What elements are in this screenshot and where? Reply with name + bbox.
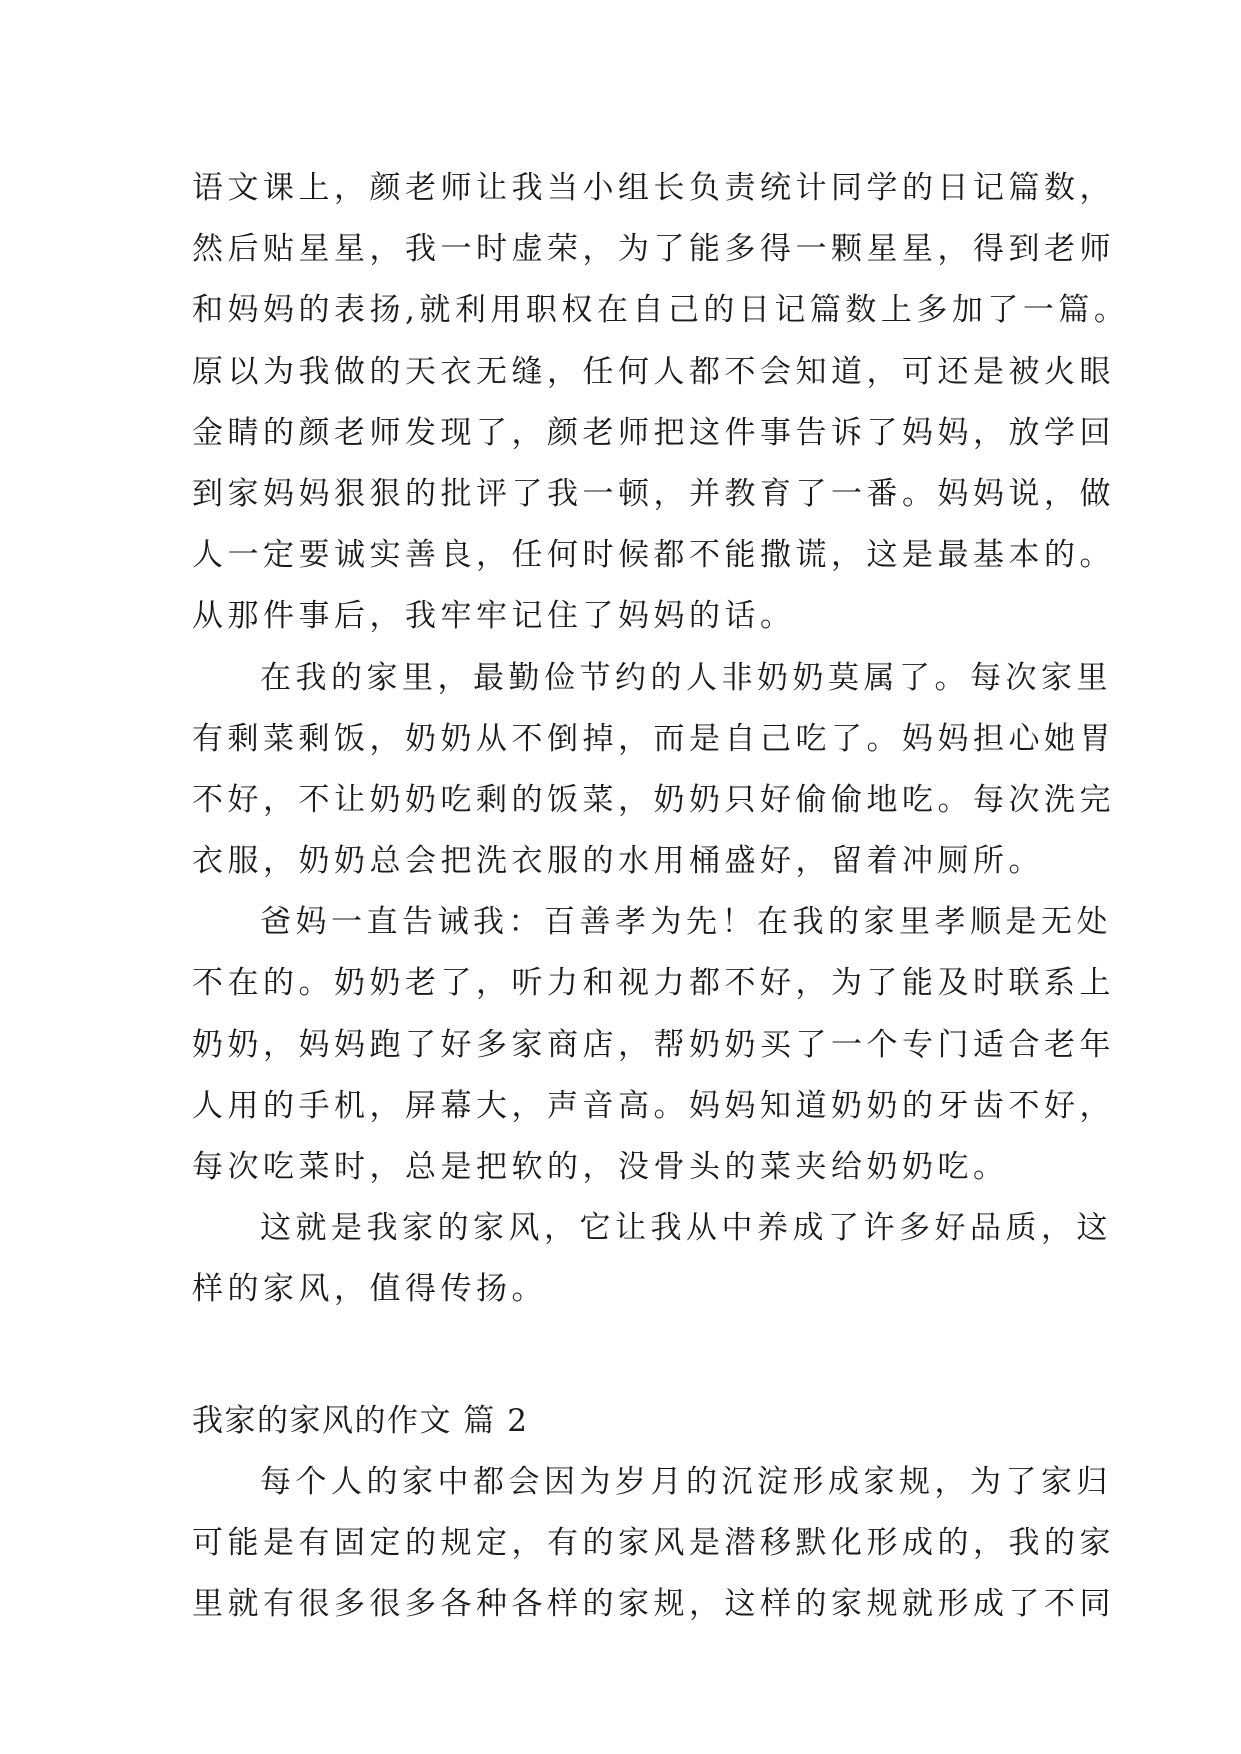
text-line: 样的家风，值得传扬。 <box>192 1271 547 1308</box>
text-line: 每个人的家中都会因为岁月的沉淀形成家规，为了家归 <box>260 1463 1112 1500</box>
text-line: 爸妈一直告诫我：百善孝为先！在我的家里孝顺是无处 <box>260 904 1112 941</box>
text-line: 不在的。奶奶老了，听力和视力都不好，为了能及时联系上 <box>192 965 1115 1002</box>
text-line: 金睛的颜老师发现了，颜老师把这件事告诉了妈妈，放学回 <box>192 414 1115 451</box>
text-line: 人一定要诚实善良，任何时候都不能撒谎，这是最基本的。 <box>192 537 1115 574</box>
paragraph-conclusion <box>192 1198 1112 1320</box>
text-line: 衣服，奶奶总会把洗衣服的水用桶盛好，留着冲厕所。 <box>192 843 1044 880</box>
document-body <box>192 158 1130 1635</box>
text-line: 里就有很多很多各种各样的家规，这样的家规就形成了不同 <box>192 1586 1115 1623</box>
paragraph-thrift <box>192 648 1115 893</box>
text-line: 然后贴星星，我一时虚荣，为了能多得一颗星星，得到老师 <box>192 231 1115 268</box>
text-line: 这就是我家的家风，它让我从中养成了许多好品质，这 <box>260 1210 1112 1247</box>
text-line: 在我的家里，最勤俭节约的人非奶奶莫属了。每次家里 <box>260 659 1112 696</box>
text-line: 和妈妈的表扬,就利用职权在自己的日记篇数上多加了一篇。 <box>192 292 1130 329</box>
text-line: 有剩菜剩饭，奶奶从不倒掉，而是自己吃了。妈妈担心她胃 <box>192 720 1115 757</box>
text-line: 原以为我做的天衣无缝，任何人都不会知道，可还是被火眼 <box>192 353 1115 390</box>
paragraph-family-rules <box>192 1452 1115 1636</box>
text-line: 奶奶，妈妈跑了好多家商店，帮奶奶买了一个专门适合老年 <box>192 1026 1115 1063</box>
text-line: 到家妈妈狠狠的批评了我一顿，并教育了一番。妈妈说，做 <box>192 475 1115 512</box>
paragraph-filial-piety <box>192 892 1115 1198</box>
text-line: 可能是有固定的规定，有的家风是潜移默化形成的，我的家 <box>192 1524 1115 1561</box>
section-heading: 我家的家风的作文 篇 2 <box>192 1402 529 1439</box>
text-line: 人用的手机，屏幕大，声音高。妈妈知道奶奶的牙齿不好， <box>192 1087 1115 1124</box>
section-gap <box>192 1321 1072 1391</box>
text-line: 不好，不让奶奶吃剩的饭菜，奶奶只好偷偷地吃。每次洗完 <box>192 781 1115 818</box>
text-line: 从那件事后，我牢牢记住了妈妈的话。 <box>192 598 796 635</box>
text-line: 语文课上，颜老师让我当小组长负责统计同学的日记篇数， <box>192 170 1115 206</box>
paragraph-honesty <box>192 158 1130 648</box>
text-line: 每次吃菜时，总是把软的，没骨头的菜夹给奶奶吃。 <box>192 1149 1009 1185</box>
